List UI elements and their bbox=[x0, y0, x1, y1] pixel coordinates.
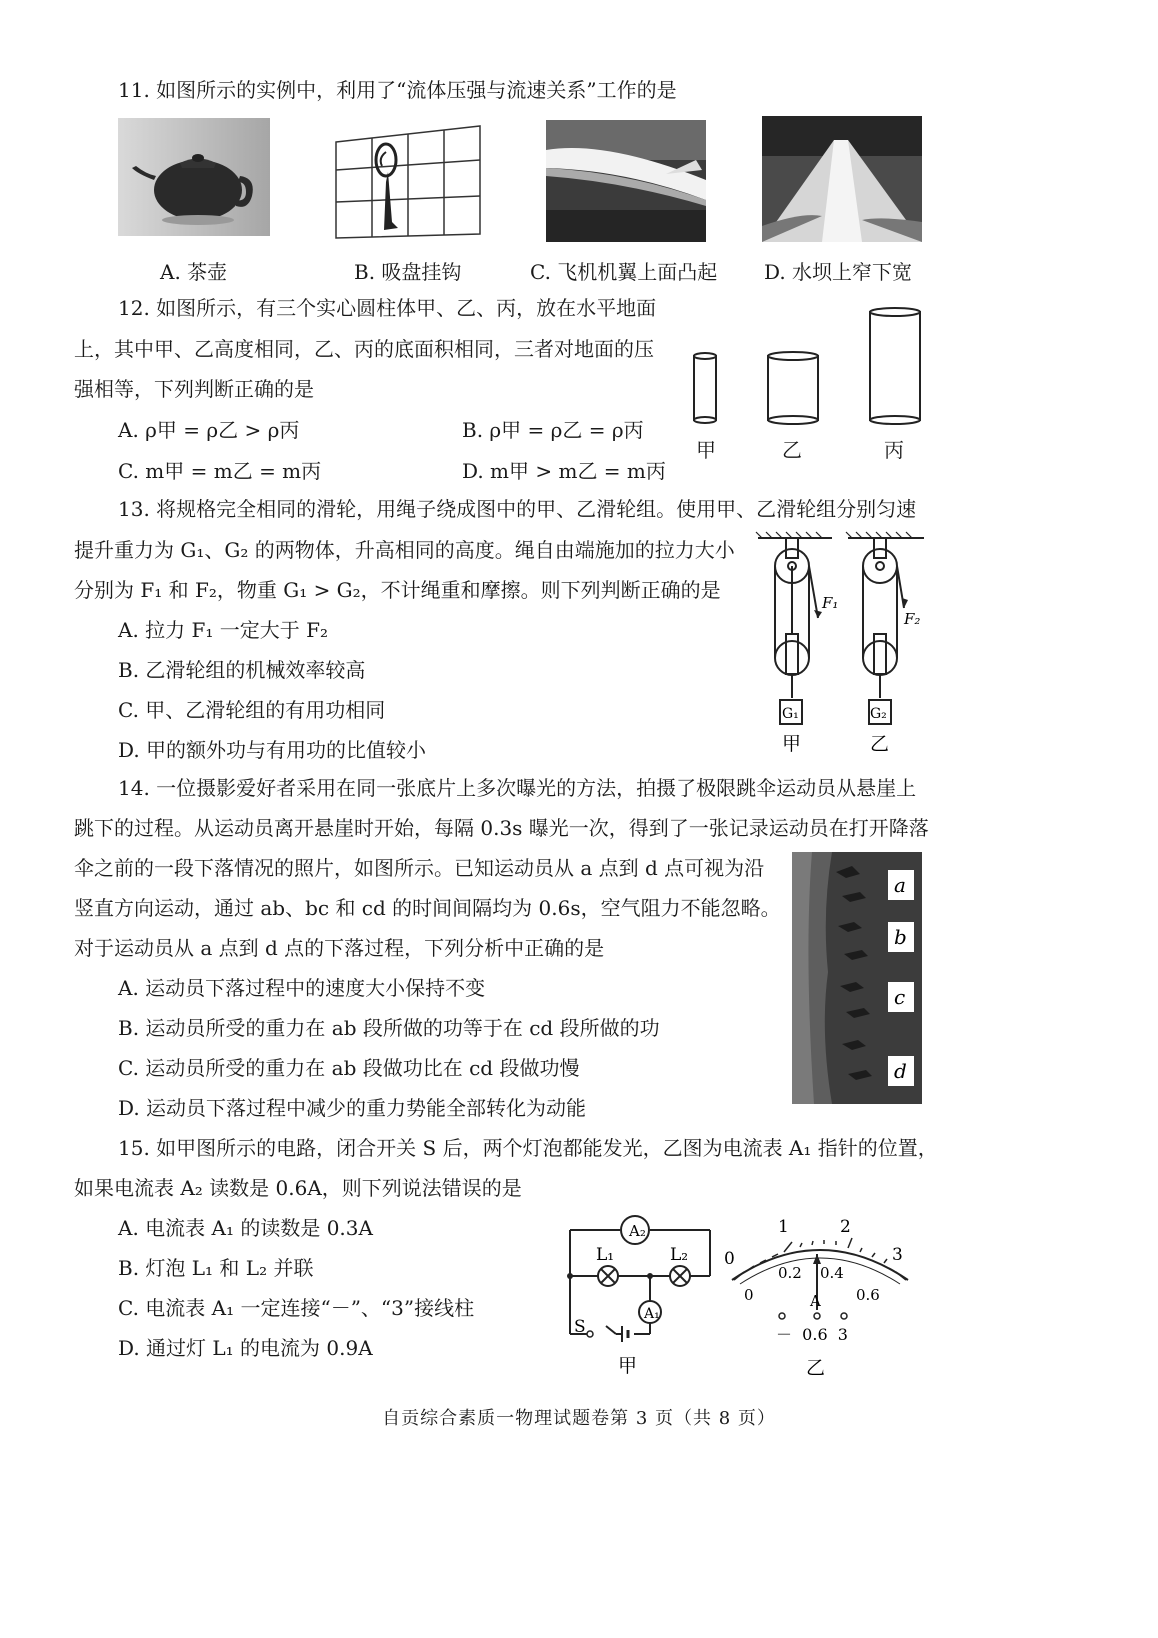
teapot-image bbox=[118, 118, 270, 236]
cylinder-label-jia: 甲 bbox=[696, 438, 716, 462]
q11-option-a: A. 茶壶 bbox=[160, 260, 228, 284]
pulley-figure bbox=[752, 528, 942, 758]
q12-option-c: C. m甲 = m乙 = m丙 bbox=[118, 459, 322, 483]
dial-tick-0: 0 bbox=[724, 1249, 735, 1269]
q14-option-d: D. 运动员下落过程中减少的重力势能全部转化为动能 bbox=[118, 1096, 587, 1120]
circuit-a2-label: A₂ bbox=[629, 1222, 646, 1240]
dial-figure-label: 乙 bbox=[806, 1357, 826, 1379]
q12-line3: 强相等，下列判断正确的是 bbox=[74, 377, 314, 401]
pulley-f2-label: F₂ bbox=[904, 610, 921, 628]
q14-line3: 伞之前的一段下落情况的照片，如图所示。已知运动员从 a 点到 d 点可视为沿 bbox=[74, 856, 765, 880]
photo-label-a: a bbox=[894, 873, 906, 897]
q15-line2: 如果电流表 A₂ 读数是 0.6A，则下列说法错误的是 bbox=[74, 1176, 522, 1200]
q14-line1: 14. 一位摄影爱好者采用在同一张底片上多次曝光的方法，拍摄了极限跳伞运动员从悬崖上 bbox=[118, 776, 917, 800]
suction-hook-image bbox=[332, 122, 484, 240]
q14-line2: 跳下的过程。从运动员离开悬崖时开始，每隔 0.3s 曝光一次，得到了一张记录运动员在打开降落 bbox=[74, 816, 929, 840]
pulley-label-jia: 甲 bbox=[782, 733, 802, 755]
cylinder-label-bing: 丙 bbox=[884, 438, 904, 462]
circuit-l2-label: L₂ bbox=[670, 1245, 689, 1265]
pulley-f1-label: F₁ bbox=[822, 594, 839, 612]
q13-option-b: B. 乙滑轮组的机械效率较高 bbox=[118, 658, 366, 682]
q15-option-b: B. 灯泡 L₁ 和 L₂ 并联 bbox=[118, 1256, 314, 1280]
photo-label-b: b bbox=[894, 925, 907, 949]
q15-line1: 15. 如甲图所示的电路，闭合开关 S 后，两个灯泡都能发光，乙图为电流表 A₁ 指针的位置， bbox=[118, 1136, 938, 1160]
pulley-label-yi: 乙 bbox=[870, 733, 890, 755]
q12-option-b: B. ρ甲 = ρ乙 = ρ丙 bbox=[462, 418, 644, 442]
q13-line2: 提升重力为 G₁、G₂ 的两物体，升高相同的高度。绳自由端施加的拉力大小 bbox=[74, 538, 735, 562]
q13-option-a: A. 拉力 F₁ 一定大于 F₂ bbox=[118, 618, 329, 642]
dial-small-04: 0.4 bbox=[820, 1264, 844, 1282]
circuit-l1-label: L₁ bbox=[596, 1245, 615, 1265]
q11-option-c: C. 飞机机翼上面凸起 bbox=[530, 260, 718, 284]
dial-small-02: 0.2 bbox=[778, 1264, 802, 1282]
dial-small-06: 0.6 bbox=[856, 1286, 880, 1304]
q15-option-a: A. 电流表 A₁ 的读数是 0.3A bbox=[118, 1216, 373, 1240]
dial-unit: A bbox=[810, 1292, 821, 1310]
q11-option-d: D. 水坝上窄下宽 bbox=[764, 260, 913, 284]
dial-tick-3: 3 bbox=[892, 1245, 903, 1265]
cylinder-label-yi: 乙 bbox=[782, 438, 802, 462]
q15-option-c: C. 电流表 A₁ 一定连接“－”、“3”接线柱 bbox=[118, 1296, 475, 1320]
q14-line4: 竖直方向运动，通过 ab、bc 和 cd 的时间间隔均为 0.6s，空气阻力不能忽略。 bbox=[74, 896, 781, 920]
skydiver-photo bbox=[792, 852, 922, 1104]
q12-line2: 上，其中甲、乙高度相同，乙、丙的底面积相同，三者对地面的压 bbox=[74, 337, 654, 361]
q12-option-a: A. ρ甲 = ρ乙 > ρ丙 bbox=[118, 418, 300, 442]
cylinders-figure bbox=[680, 300, 950, 430]
photo-label-c: c bbox=[894, 985, 906, 1009]
q13-line1: 13. 将规格完全相同的滑轮，用绳子绕成图中的甲、乙滑轮组。使用甲、乙滑轮组分别匀速 bbox=[118, 497, 917, 521]
dial-terminals: － 0.6 3 bbox=[776, 1325, 848, 1344]
pulley-g1-label: G₁ bbox=[782, 706, 799, 722]
airplane-wing-image bbox=[546, 120, 706, 242]
q13-line3: 分别为 F₁ 和 F₂，物重 G₁ > G₂，不计绳重和摩擦。则下列判断正确的是 bbox=[74, 578, 721, 602]
q13-option-d: D. 甲的额外功与有用功的比值较小 bbox=[118, 738, 427, 762]
q12-option-d: D. m甲 > m乙 = m丙 bbox=[462, 459, 666, 483]
q15-option-d: D. 通过灯 L₁ 的电流为 0.9A bbox=[118, 1336, 373, 1360]
q14-line5: 对于运动员从 a 点到 d 点的下落过程，下列分析中正确的是 bbox=[74, 936, 605, 960]
circuit-figure bbox=[560, 1210, 720, 1380]
dam-image bbox=[762, 116, 922, 242]
dial-tick-1: 1 bbox=[778, 1217, 789, 1237]
dial-small-0: 0 bbox=[744, 1286, 754, 1304]
q14-option-c: C. 运动员所受的重力在 ab 段做功比在 cd 段做功慢 bbox=[118, 1056, 580, 1080]
q14-option-b: B. 运动员所受的重力在 ab 段所做的功等于在 cd 段所做的功 bbox=[118, 1016, 660, 1040]
q13-option-c: C. 甲、乙滑轮组的有用功相同 bbox=[118, 698, 386, 722]
page-footer: 自贡综合素质一物理试题卷第 3 页（共 8 页） bbox=[382, 1408, 776, 1429]
q12-line1: 12. 如图所示，有三个实心圆柱体甲、乙、丙，放在水平地面 bbox=[118, 296, 657, 320]
circuit-figure-label: 甲 bbox=[618, 1355, 638, 1377]
photo-label-d: d bbox=[894, 1059, 907, 1083]
q11-stem: 11. 如图所示的实例中，利用了“流体压强与流速关系”工作的是 bbox=[118, 78, 677, 102]
circuit-a1-label: A₁ bbox=[644, 1306, 660, 1322]
q11-option-b: B. 吸盘挂钩 bbox=[354, 260, 462, 284]
dial-tick-2: 2 bbox=[840, 1217, 851, 1237]
q14-option-a: A. 运动员下落过程中的速度大小保持不变 bbox=[118, 976, 486, 1000]
pulley-g2-label: G₂ bbox=[870, 706, 887, 722]
ammeter-dial bbox=[720, 1210, 920, 1386]
circuit-switch-label: S bbox=[574, 1317, 586, 1337]
